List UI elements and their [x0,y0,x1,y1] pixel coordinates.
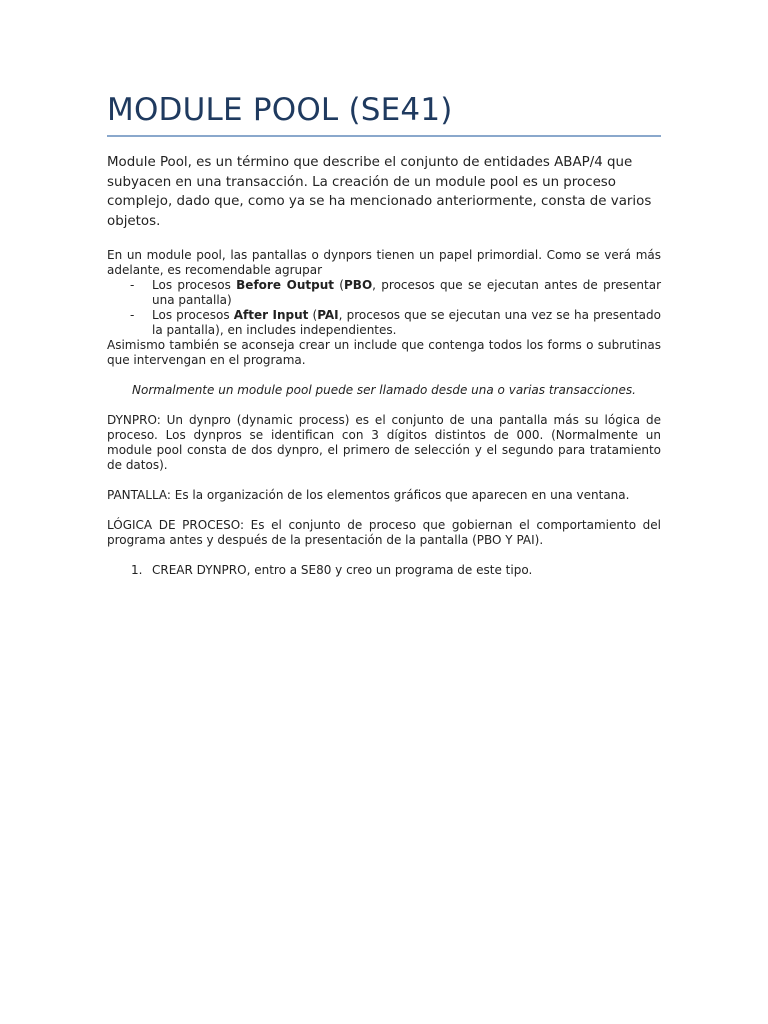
paragraph-pantallas: En un module pool, las pantallas o dynpors tienen un papel primordial. Como se verá más adelante, es recomendable agrupar [107,248,661,277]
definition-dynpro: DYNPRO: Un dynpro (dynamic process) es el conjunto de una pantalla más su lógica de proceso. Los dynpros se identifican con 3 dígitos distintos de 000. (Normalmente un module pool consta de dos dynpro, el primero de selección y el segundo para tratamiento de datos). [107,413,661,472]
list-item-pai: - Los procesos After Input (PAI, procesos que se ejecutan una vez se ha presentado la pantalla), en includes independientes. [130,308,661,337]
document-title: MODULE POOL (SE41) [107,92,453,128]
steps-list [107,563,661,578]
step-text: CREAR DYNPRO, entro a SE80 y creo un programa de este tipo. [152,563,533,577]
intro-paragraph: Module Pool, es un término que describe el conjunto de entidades ABAP/4 que subyacen en una transacción. La creación de un module pool es un proceso complejo, dado que, como ya se ha mencionado anteriormente, consta de varios objetos. [107,155,652,229]
abbr-pai: PAI [317,308,339,322]
paragraph-include: Asimismo también se aconseja crear un include que contenga todos los forms o subrutinas que intervengan en el programa. [107,338,661,367]
list-dash: - [130,278,135,292]
definition-logica: LÓGICA DE PROCESO: Es el conjunto de proceso que gobiernan el comportamiento del programa antes y después de la presentación de la pantalla (PBO Y PAI). [107,518,661,547]
abbr-pbo: PBO [344,278,373,292]
process-list [107,278,661,338]
title-underline [107,135,661,137]
italic-note: Normalmente un module pool puede ser llamado desde una o varias transacciones. [132,383,636,397]
document-page [107,88,661,578]
step-item [131,563,661,578]
list-item-pbo: - Los procesos Before Output (PBO, procesos que se ejecutan antes de presentar una pantalla) [130,278,662,307]
term-before-output: Before Output [236,278,334,292]
step-number: 1. [131,563,143,577]
list-dash: - [130,308,135,322]
term-after-input: After Input [233,308,309,322]
definition-pantalla: PANTALLA: Es la organización de los elementos gráficos que aparecen en una ventana. [107,488,630,502]
